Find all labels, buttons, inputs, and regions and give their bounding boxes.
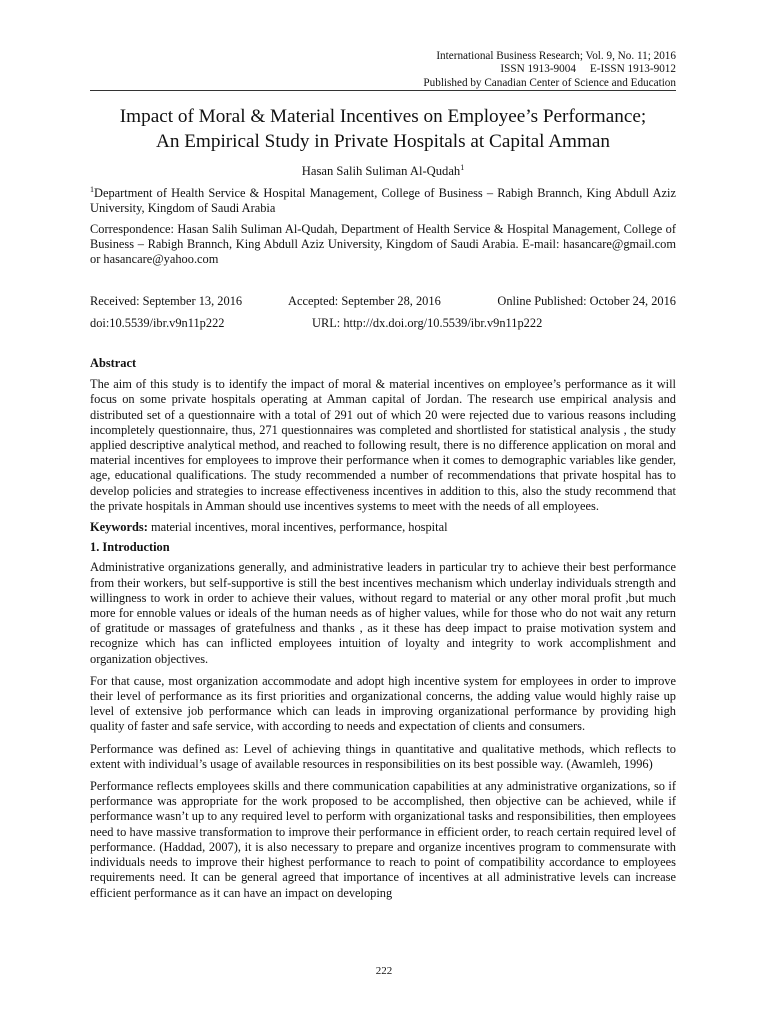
url: URL: http://dx.doi.org/10.5539/ibr.v9n11p222	[312, 316, 543, 330]
page-number: 222	[375, 965, 393, 977]
affiliation-text: Department of Health Service & Hospital Management, College of Business – Rabigh Brannch, King Abdull Aziz University, Kingdom of Saudi Arabia	[90, 186, 676, 216]
keywords-text: material incentives, moral incentives, performance, hospital	[150, 520, 448, 535]
issn-line: ISSN 1913-9004 E-ISSN 1913-9012	[500, 63, 676, 76]
abstract-text: The aim of this study is to identify the impact of moral & material incentives on employee’s performance as it will focus on some private hospitals operating at Amman capital of Jordan. The research use empirical analysis and distributed set of a questionnaire with a total of 291 out of which 20 were rejected due to various reasons including incompletely questionnaire, thus, 271 questionnaires was completed and shortlisted for statistical analysis , the study applied descriptive analytical method, and reached to following result, there is no difference application on moral and material incentives for employees to improve their performance when it comes to demographic variables like gender, age, educational qualifications. The study recommended a number of recommendations that private hospital has to develop policies and strategies to increase effectiveness incentives in addition to this, also the study recommend that the private hospitals in Amman should use incentives systems to meet with the needs of all employees.	[90, 377, 676, 513]
abstract-section	[90, 356, 676, 908]
intro-paragraph-2: For that cause, most organization accommodate and adopt high incentive system for employees in order to improve their level of performance as its first priorities and organizational concerns, the adding value would highly raise up level of extensive job performance which can leads in improving organizational performance by providing high quality of faster and safe service, with according to needs and expectation of clients and consumers.	[90, 673, 676, 734]
introduction-heading: 1. Introduction	[90, 540, 170, 555]
keywords	[90, 520, 676, 535]
author-sup: 1	[460, 162, 465, 172]
author-name: Hasan Salih Suliman Al-Qudah	[301, 164, 461, 178]
header-rule	[90, 90, 676, 91]
title-line-1: Impact of Moral & Material Incentives on Employee’s Performance;	[119, 106, 647, 127]
journal-line: International Business Research; Vol. 9, No. 11; 2016	[436, 50, 676, 62]
accepted-date: Accepted: September 28, 2016	[288, 294, 441, 308]
author-line	[90, 164, 676, 179]
received-date: Received: September 13, 2016	[90, 294, 243, 308]
correspondence: Correspondence: Hasan Salih Suliman Al-Qudah, Department of Health Service & Hospital Management, College of Business – Rabigh Brannch, King Abdull Aziz University, Kingdom of Saudi Arabia. E-mail: hasancare@gmail.com or hasancare@yahoo.com	[90, 222, 676, 267]
paper-title	[90, 104, 676, 154]
intro-paragraph-3: Performance was defined as: Level of achieving things in quantitative and qualitative methods, which reflects to extent with individual’s usage of available resources in responsibilities on its best possible way. (Awamleh, 1996)	[90, 741, 676, 771]
title-line-2: An Empirical Study in Private Hospitals at Capital Amman	[155, 131, 611, 152]
affiliation-sup: 1	[90, 184, 94, 194]
abstract-heading: Abstract	[90, 356, 137, 370]
intro-paragraph-4: Performance reflects employees skills and there communication capabilities at any administrative organizations, so if performance was appropriate for the work proposed to be accomplished, then objective can be achieved, while if performance wasn’t up to any required level to perform with organizational tasks and responsibilities, then employees need to have massive transformation to improve their performance in efficient order, to reach certain required level of performance. (Haddad, 2007), it is also necessary to prepare and organize incentives program to commensurate with individuals needs to improve their highest performance to reach to point of compatibility accordance to employees requirements need. It can be general agreed that importance of incentives at all administrative levels can increase efficient performance as it can have an impact on developing	[90, 779, 676, 900]
doi: doi:10.5539/ibr.v9n11p222	[90, 316, 225, 330]
published-date: Online Published: October 24, 2016	[497, 294, 676, 308]
intro-paragraph-1: Administrative organizations generally, and administrative leaders in particular try to achieve their best performance from their workers, but self-supportive is still the best incentives mechanism which underlay individuals strength and willingness to work in order to achieve their values, without regard to material or any other moral profit ,but much more for ennoble values or ideals of the human needs as of higher values, while for those who do not wait any return of gratitude or massages of gratefulness and thanks , as it these has deep impact to praise motivation system and recognize which has can inflicted employees intuition of loyalty and integrity to work accomplishment and organization objectives.	[90, 560, 676, 666]
affiliation	[90, 186, 676, 216]
journal-header	[256, 50, 676, 90]
keywords-label: Keywords:	[90, 520, 148, 535]
publisher-line: Published by Canadian Center of Science and Education	[423, 76, 676, 89]
